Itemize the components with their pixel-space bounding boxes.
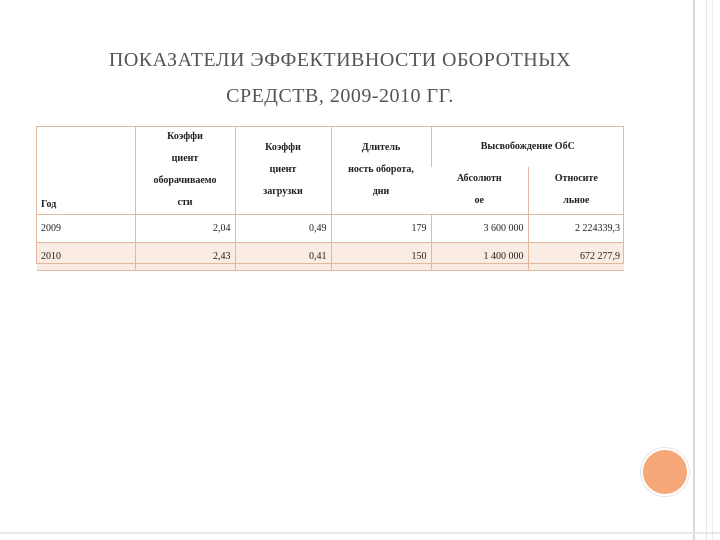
header-absolute-line: Абсолютн — [456, 173, 502, 185]
title-line-1: ПОКАЗАТЕЛИ ЭФФЕКТИВНОСТИ ОБОРОТНЫХ — [108, 49, 572, 71]
header-relative-line: Относите — [554, 173, 598, 185]
cell-absolute: 3 600 000 — [431, 215, 528, 243]
header-year-label: Год — [41, 199, 57, 210]
header-load-line: циент — [269, 164, 297, 175]
cell-duration: 179 — [331, 215, 431, 243]
header-absolute-line: ое — [474, 195, 484, 207]
header-turnover-line: оборачиваемо — [153, 175, 217, 186]
header-duration-line: Длитель — [361, 142, 401, 153]
cell-turnover: 2,43 — [135, 243, 235, 271]
frame-border-line — [0, 532, 720, 534]
frame-border-line — [693, 0, 695, 540]
header-load-line: Коэффи — [265, 142, 301, 153]
slide-title — [40, 42, 640, 114]
header-relative-line: льное — [563, 195, 590, 207]
cell-year: 2009 — [37, 215, 135, 243]
cell-relative: 2 224339,3 — [528, 215, 624, 243]
decorative-circle-icon — [641, 448, 689, 496]
title-line-2: СРЕДСТВ, 2009-2010 ГГ. — [226, 85, 454, 107]
cell-absolute: 1 400 000 — [431, 243, 528, 271]
cell-turnover: 2,04 — [135, 215, 235, 243]
cell-load: 0,41 — [235, 243, 331, 271]
efficiency-table — [37, 126, 624, 271]
table-row — [37, 243, 624, 271]
header-absolute — [431, 167, 528, 215]
header-relative — [528, 167, 624, 215]
header-duration-line: ность оборота, — [348, 164, 414, 175]
cell-relative: 672 277,9 — [528, 243, 624, 271]
header-load-line: загрузки — [263, 186, 303, 197]
header-release-group — [431, 126, 624, 167]
header-year — [37, 126, 135, 215]
header-duration — [331, 126, 431, 215]
frame-border-line — [712, 0, 713, 540]
header-load — [235, 126, 331, 215]
header-turnover-line: циент — [171, 153, 199, 164]
table-row — [37, 215, 624, 243]
header-duration-line: дни — [372, 186, 390, 197]
header-release-group-label: Высвобождение ОбС — [480, 140, 575, 152]
frame-border-line — [706, 0, 707, 540]
header-turnover — [135, 126, 235, 215]
header-turnover-line: Коэффи — [167, 131, 203, 142]
cell-load: 0,49 — [235, 215, 331, 243]
table-header-row — [37, 126, 624, 167]
header-turnover-line: сти — [177, 197, 193, 208]
cell-year: 2010 — [37, 243, 135, 271]
cell-duration: 150 — [331, 243, 431, 271]
